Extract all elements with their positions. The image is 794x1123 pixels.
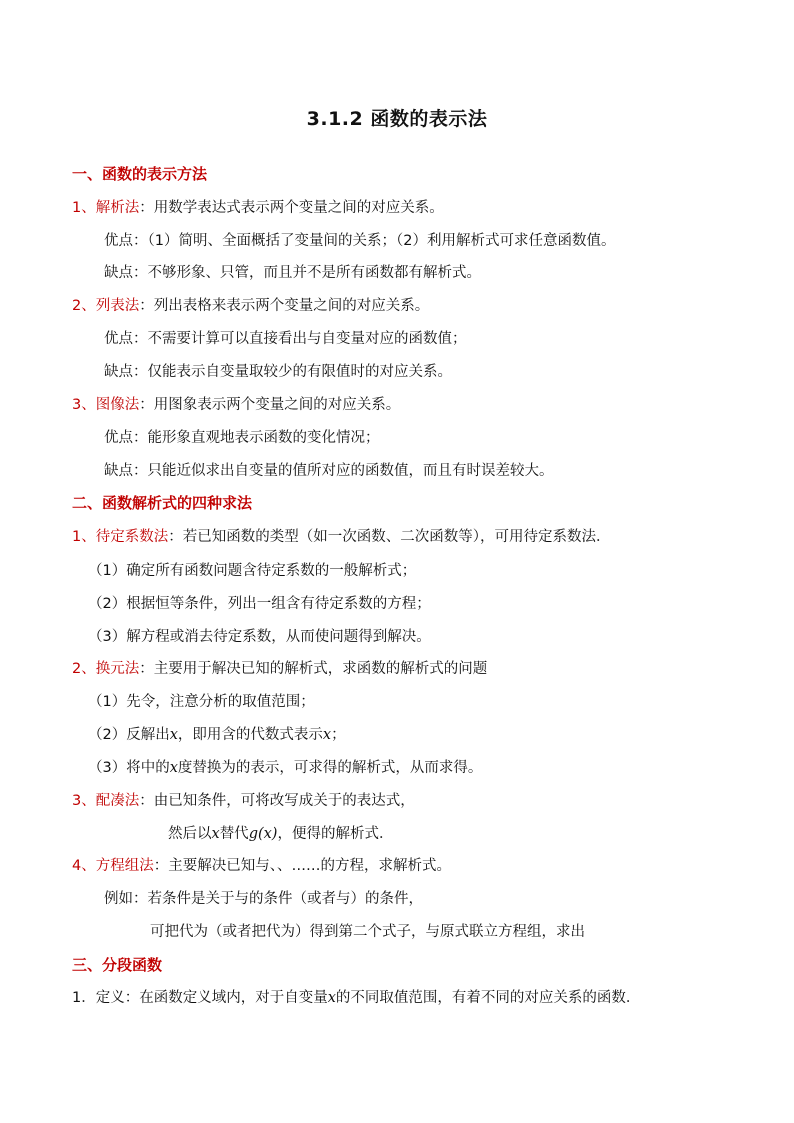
section-heading-piecewise: 三、分段函数 (72, 956, 163, 974)
item-description: ：主要解决已知与、、……的方程，求解析式。 (153, 858, 451, 874)
step: （1）先令，注意分析的取值范围； (88, 694, 315, 710)
function-expression: g(x) (248, 826, 278, 842)
definition-text: 1．定义：在函数定义域内，对于自变量 (72, 990, 328, 1006)
table-pros: 优点：不需要计算可以直接看出与自变量对应的函数值； (104, 331, 467, 347)
completion-continuation (168, 824, 393, 844)
section-heading-four-methods: 二、函数解析式的四种求法 (72, 494, 253, 512)
step-text: （2）反解出 (88, 727, 170, 743)
item-description: ：用图象表示两个变量之间的对应关系。 (139, 397, 401, 413)
item-term: 配凑法 (95, 793, 140, 809)
piecewise-definition (72, 988, 640, 1008)
variable: x (327, 990, 336, 1006)
step-text: ，即用含的代数式表示 (177, 727, 323, 743)
graph-cons: 缺点：只能近似求出自变量的值所对应的函数值，而且有时误差较大。 (104, 463, 554, 479)
step: （2）根据恒等条件，列出一组含有待定系数的方程； (88, 596, 431, 612)
method-substitution (72, 659, 487, 679)
method-undetermined-coefficients (72, 527, 610, 547)
item-number: 1、 (72, 200, 96, 216)
method-analytic (72, 198, 444, 218)
step-text: 度替换为的表示，可求得的解析式，从而求得。 (177, 760, 483, 776)
item-number: 2、 (72, 661, 96, 677)
item-term: 列表法 (95, 298, 140, 314)
analytic-cons: 缺点：不够形象、只管，而且并不是所有函数都有解析式。 (104, 265, 481, 281)
step-text: ，便得的解析式． (277, 826, 394, 842)
section-heading-representation-methods: 一、函数的表示方法 (72, 165, 208, 183)
variable: x (322, 727, 332, 743)
step: （1）确定所有函数问题含待定系数的一般解析式； (88, 563, 417, 579)
item-term: 待定系数法 (95, 529, 169, 545)
item-term: 方程组法 (95, 858, 154, 874)
item-number: 2、 (72, 298, 96, 314)
item-number: 3、 (72, 397, 96, 413)
step: （3）解方程或消去待定系数，从而使问题得到解决。 (88, 629, 431, 645)
method-table (72, 296, 429, 316)
step-text: 替代 (219, 826, 249, 842)
step-text: 然后以 (168, 826, 212, 842)
item-term: 图像法 (95, 397, 140, 413)
item-description: ：用数学表达式表示两个变量之间的对应关系。 (139, 200, 444, 216)
example-line: 可把代为（或者把代为）得到第二个式子，与原式联立方程组，求出 (150, 924, 585, 940)
item-term: 解析法 (95, 200, 140, 216)
variable: x (169, 760, 178, 776)
definition-text: 的不同取值范围，有着不同的对应关系的函数． (335, 990, 641, 1006)
step-text: ； (331, 727, 346, 743)
item-number: 1、 (72, 529, 96, 545)
item-description: ：若已知函数的类型（如一次函数、二次函数等），可用待定系数法． (168, 529, 611, 545)
method-graph (72, 395, 400, 415)
item-number: 4、 (72, 858, 96, 874)
item-term: 换元法 (95, 661, 140, 677)
item-description: ：列出表格来表示两个变量之间的对应关系。 (139, 298, 430, 314)
method-system-of-equations (72, 856, 451, 876)
example-line: 例如：若条件是关于与的条件（或者与）的条件， (104, 891, 423, 907)
variable: x (211, 826, 220, 842)
item-number: 3、 (72, 793, 96, 809)
method-completion (72, 791, 415, 811)
step (88, 725, 346, 745)
graph-pros: 优点：能形象直观地表示函数的变化情况； (104, 430, 380, 446)
variable: x (169, 727, 178, 743)
page-title: 3.1.2 函数的表示法 (306, 108, 488, 130)
item-description: ：主要用于解决已知的解析式，求函数的解析式的问题 (139, 661, 488, 677)
table-cons: 缺点：仅能表示自变量取较少的有限值时的对应关系。 (104, 364, 452, 380)
analytic-pros: 优点：（1）简明、全面概括了变量间的关系；（2）利用解析式可求任意函数值。 (104, 233, 616, 249)
step (88, 758, 482, 778)
step-text: （3）将中的 (88, 760, 170, 776)
item-description: ：由已知条件，可将改写成关于的表达式， (139, 793, 415, 809)
